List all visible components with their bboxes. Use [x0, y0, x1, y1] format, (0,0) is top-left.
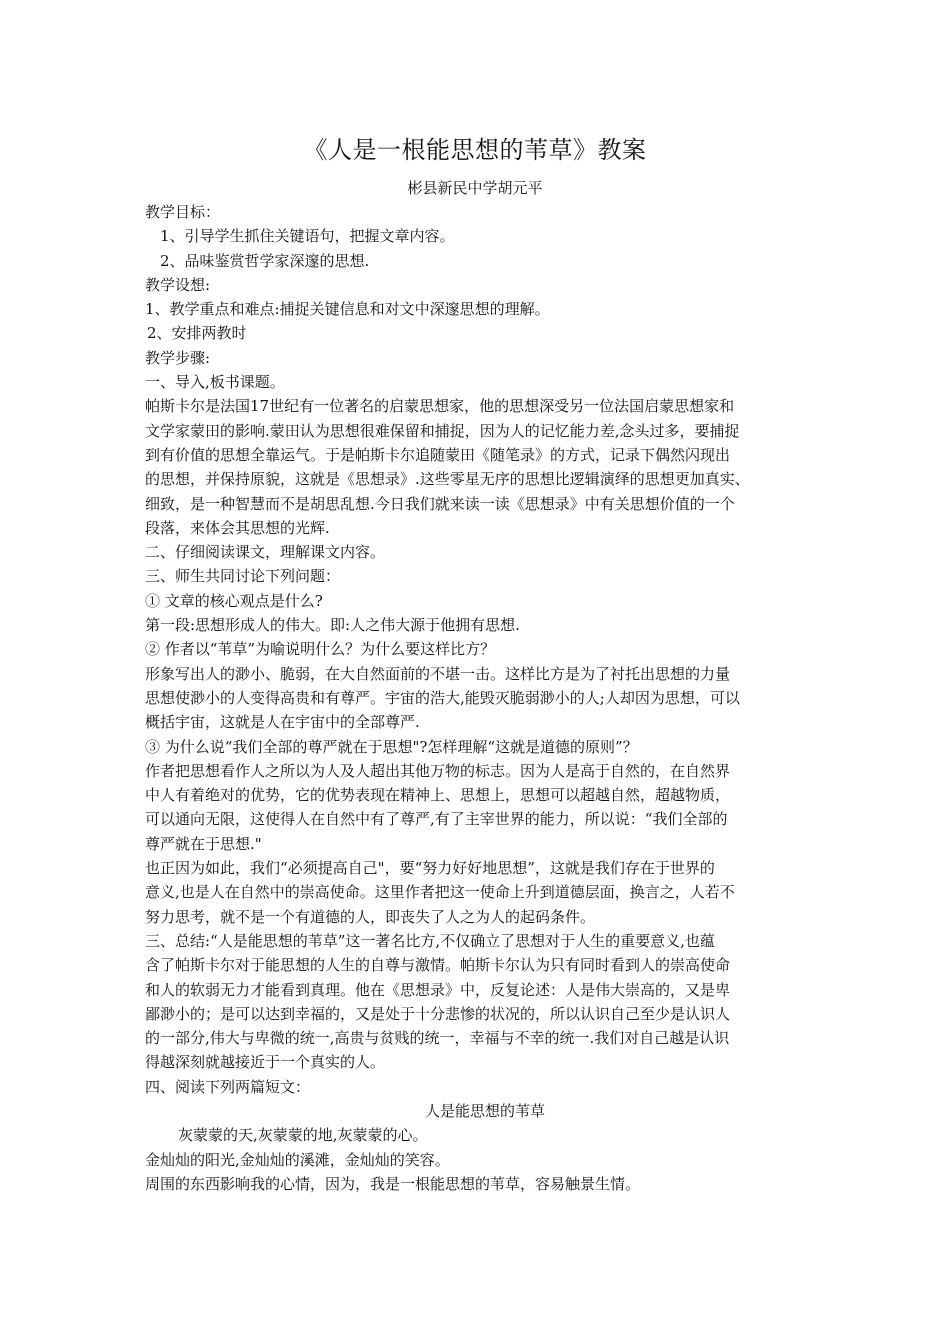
document-body — [145, 200, 825, 1196]
summary-line: 含了帕斯卡尔对于能思想的人生的自尊与激情。帕斯卡尔认为只有同时看到人的崇高使命 — [145, 956, 731, 975]
answer-line: 尊严就在于思想." — [145, 834, 262, 853]
answer-line: 努力思考，就不是一个有道德的人，即丧失了人之为人的起码条件。 — [145, 907, 596, 926]
paragraph-line: 细致，是一种智慧而不是胡思乱想.今日我们就来读一读《思想录》中有关思想价值的一个 — [145, 494, 735, 513]
answer-line: 第一段:思想形成人的伟大。即:人之伟大源于他拥有思想. — [145, 616, 520, 635]
answer-line: 形象写出人的渺小、脆弱，在大自然面前的不堪一击。这样比方是为了衬托出思想的力量 — [145, 664, 731, 683]
essay-line: 灰蒙蒙的天,灰蒙蒙的地,灰蒙蒙的心。 — [178, 1126, 428, 1145]
step-heading-2: 二、仔细阅读课文，理解课文内容。 — [145, 543, 386, 562]
answer-line: 概括宇宙，这就是人在宇宙中的全部尊严. — [145, 713, 420, 732]
paragraph-line: 文学家蒙田的影响.蒙田认为思想很难保留和捕捉，因为人的记忆能力差,念头过多，要捕捉 — [145, 421, 740, 440]
paragraph-line: 到有价值的思想全靠运气。于是帕斯卡尔追随蒙田《随笔录》的方式，记录下偶然闪现出 — [145, 445, 731, 464]
question-3: ③ 为什么说“我们全部的尊严就在于思想"?怎样理解“这就是道德的原则”？ — [145, 737, 638, 756]
question-1: ① 文章的核心观点是什么? — [145, 591, 323, 610]
paragraph-line: 段落，来体会其思想的光辉. — [145, 518, 330, 537]
step-heading-4: 四、阅读下列两篇短文： — [145, 1077, 311, 1096]
essay-title: 人是能思想的苇草 — [424, 1101, 545, 1120]
summary-line: 得越深刻就越接近于一个真实的人。 — [145, 1053, 386, 1072]
step-heading-3: 三、师生共同讨论下列问题： — [145, 567, 341, 586]
document-author: 彬县新民中学胡元平 — [407, 179, 543, 197]
essay-line: 周围的东西影响我的心情，因为，我是一根能思想的苇草，容易触景生情。 — [145, 1174, 641, 1193]
summary-line: 三、总结:“人是能思想的苇草”这一著名比方,不仅确立了思想对于人生的重要意义,也蕴 — [145, 931, 715, 950]
goal-item-2: 2、品味鉴赏哲学家深邃的思想. — [160, 251, 370, 270]
question-2: ② 作者以“苇草”为喻说明什么？为什么要这样比方？ — [145, 640, 496, 659]
answer-line: 也正因为如此，我们“必须提高自己"，要“努力好好地思想”，这就是我们存在于世界的 — [145, 859, 715, 878]
summary-line: 和人的软弱无力才能看到真理。他在《思想录》中，反复论述：人是伟大崇高的，又是卑 — [145, 980, 731, 999]
plan-item-2: 2、安排两教时 — [147, 324, 247, 343]
section-heading-plan: 教学设想: — [145, 275, 211, 294]
plan-item-1: 1、教学重点和难点:捕捉关键信息和对文中深邃思想的理解。 — [145, 300, 550, 319]
answer-line: 思想使渺小的人变得高贵和有尊严。宇宙的浩大,能毁灭脆弱渺小的人;人却因为思想，可以 — [145, 688, 740, 707]
section-heading-steps: 教学步骤: — [145, 348, 211, 367]
summary-line: 鄙渺小的；是可以达到幸福的，又是处于十分悲惨的状况的，所以认识自己至少是认识人 — [145, 1004, 731, 1023]
essay-line: 金灿灿的阳光,金灿灿的溪滩，金灿灿的笑容。 — [145, 1150, 450, 1169]
answer-line: 可以通向无限，这使得人在自然中有了尊严,有了主宰世界的能力，所以说：“我们全部的 — [145, 810, 728, 829]
answer-line: 作者把思想看作人之所以为人及人超出其他万物的标志。因为人是高于自然的，在自然界 — [145, 761, 731, 780]
paragraph-line: 的思想，并保持原貌，这就是《思想录》.这些零星无序的思想比逻辑演绎的思想更加真实、 — [145, 470, 750, 489]
step-heading-1: 一、导入,板书课题。 — [145, 373, 285, 392]
answer-line: 意义,也是人在自然中的崇高使命。这里作者把这一使命上升到道德层面，换言之，人若不 — [145, 883, 735, 902]
answer-line: 中人有着绝对的优势，它的优势表现在精神上、思想上，思想可以超越自然，超越物质， — [145, 786, 731, 805]
paragraph-line: 帕斯卡尔是法国17世纪有一位著名的启蒙思想家，他的思想深受另一位法国启蒙思想家和 — [145, 397, 735, 416]
goal-item-1: 1、引导学生抓住关键语句，把握文章内容。 — [160, 227, 455, 246]
document-title: 《人是一根能思想的苇草》教案 — [303, 136, 647, 164]
section-heading-goals: 教学目标： — [145, 203, 221, 221]
summary-line: 的一部分,伟大与卑微的统一,高贵与贫贱的统一，幸福与不幸的统一.我们对自己越是认识 — [145, 1029, 730, 1048]
